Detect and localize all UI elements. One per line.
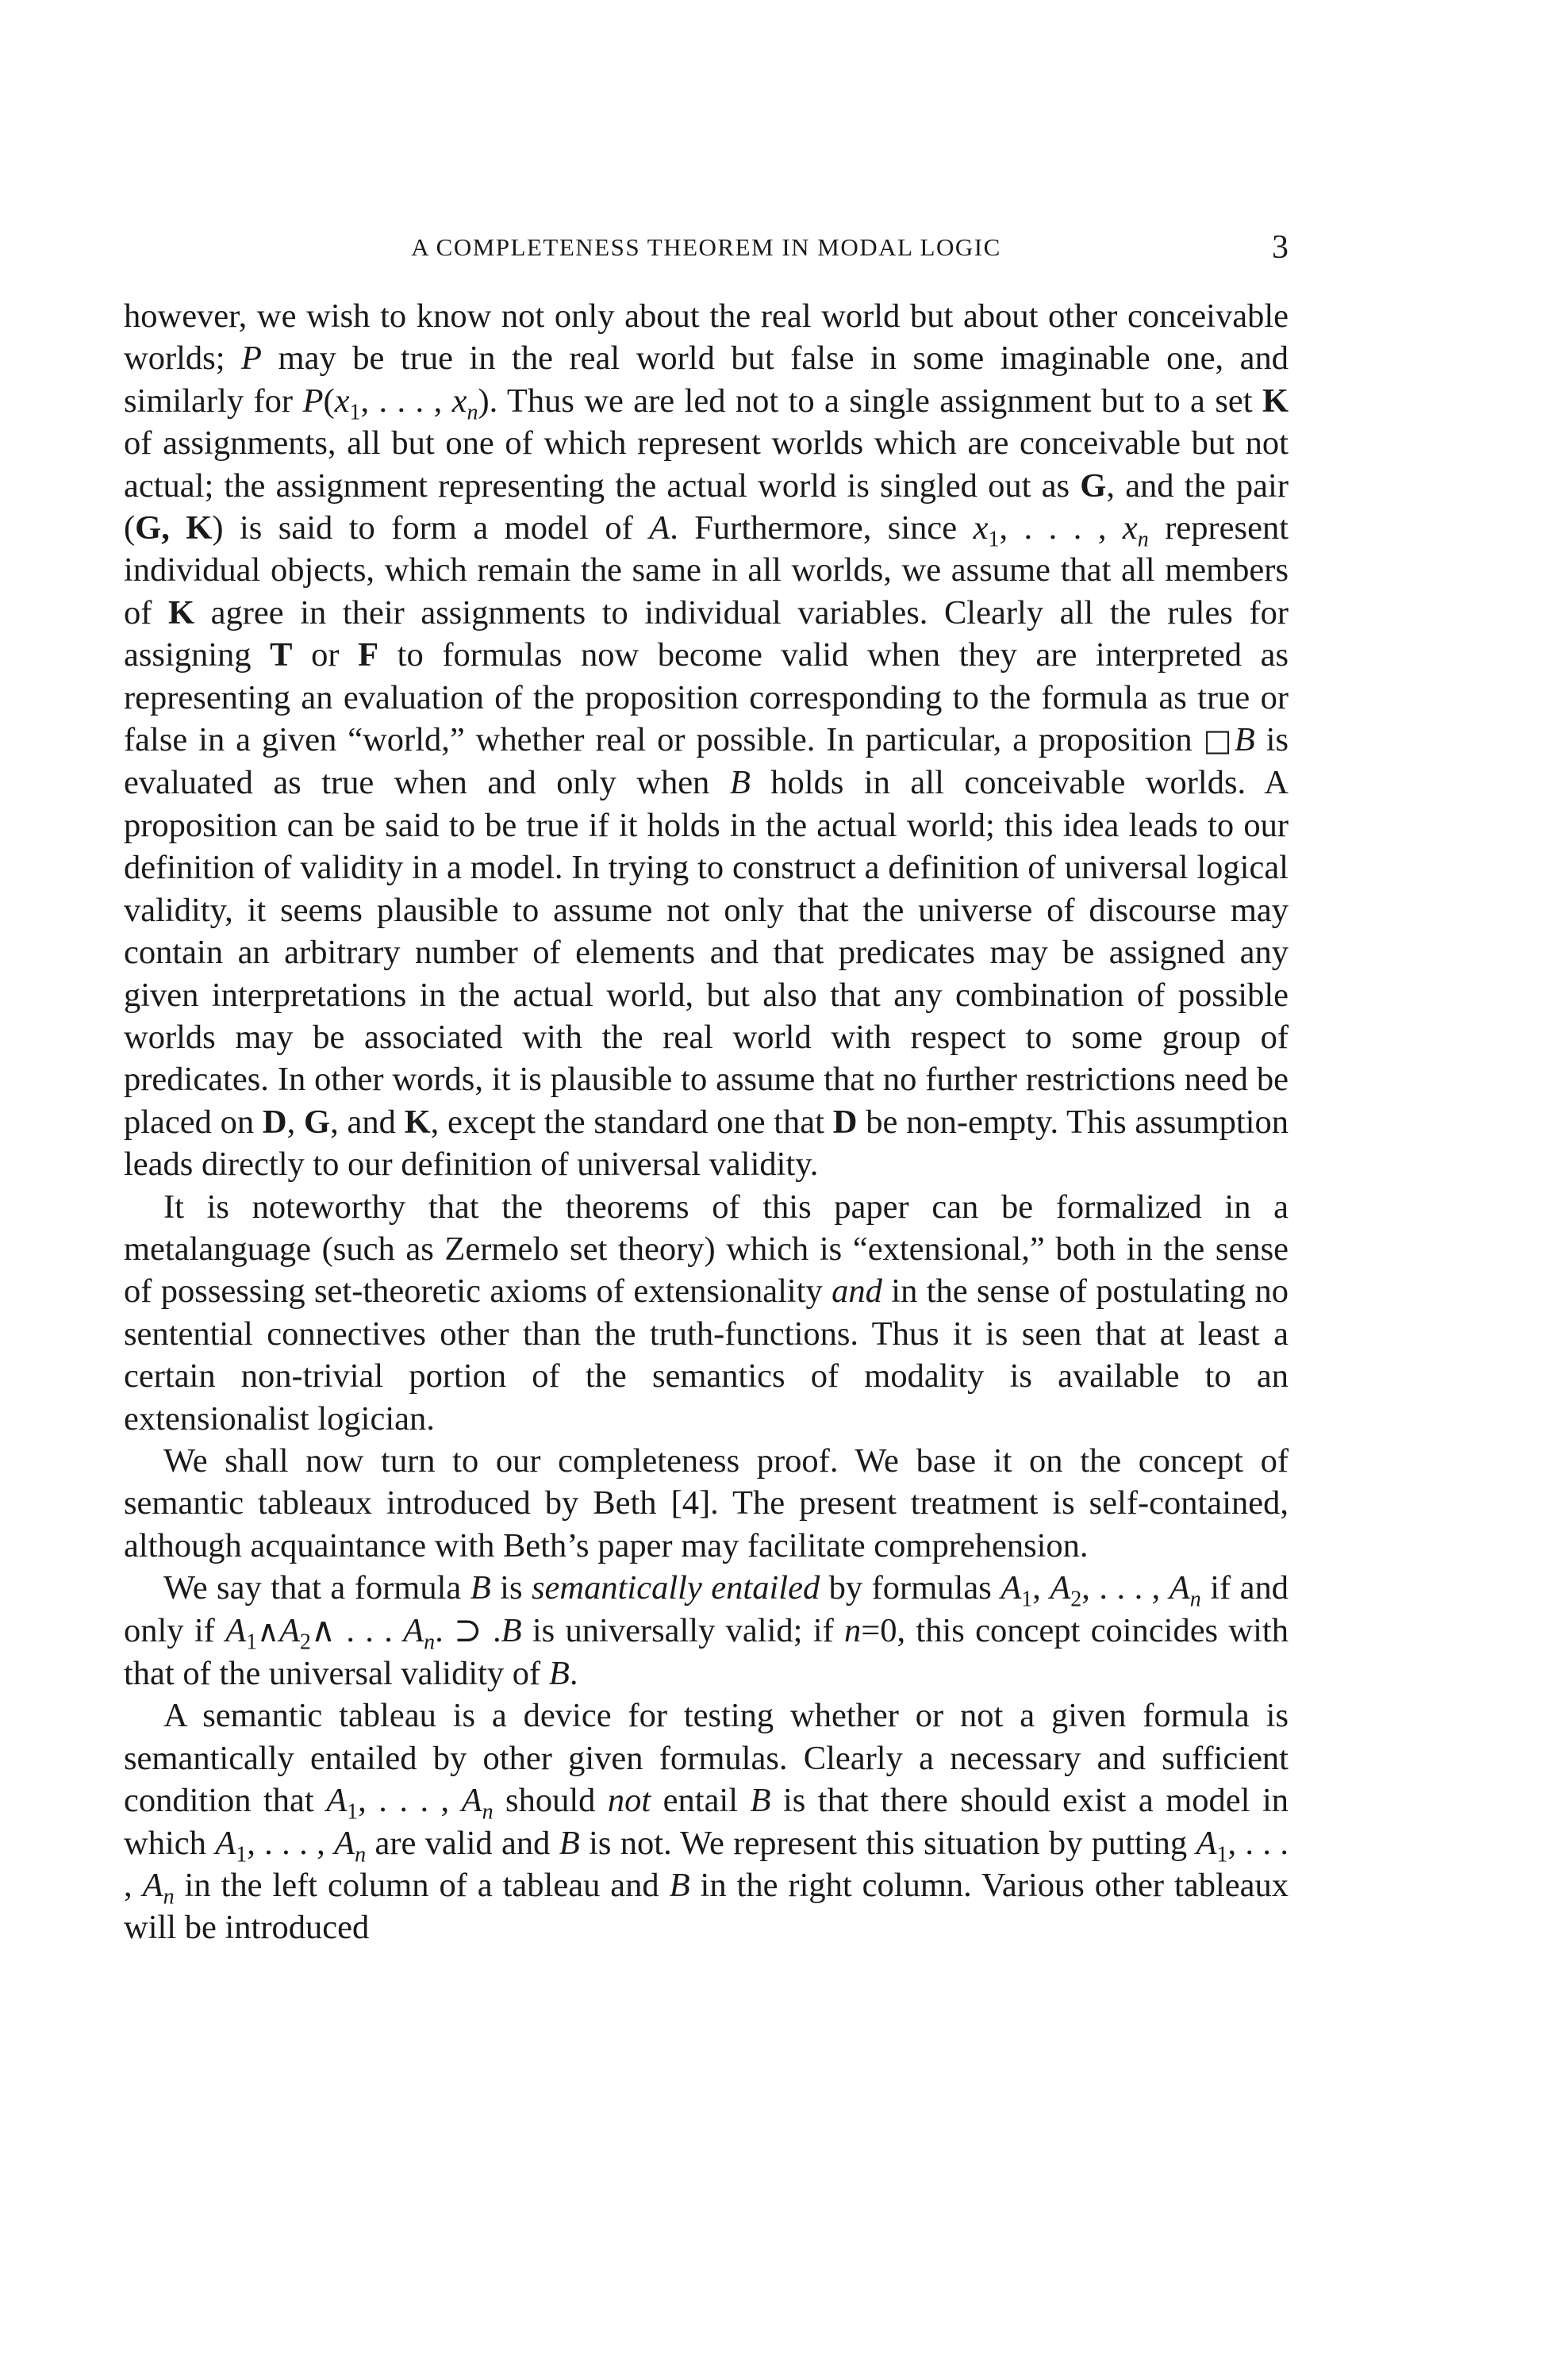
text-run: be non-empty. This assumption leads directly to our definition of universal validity. [124,1103,1289,1184]
text-run: agree in their assignments to individual variables. Clearly all the rules for assigning [124,593,1289,674]
math-bold: K [168,593,195,631]
page-header [124,224,1289,271]
running-title: A COMPLETENESS THEOREM IN MODAL LOGIC [411,233,1001,261]
subscript: n [467,400,478,425]
text-run: It is noteworthy that the theorems of this paper can be formalized in a metalanguage (such as Zermelo set theory) which is “extensional,” both in the sense of possessing set-theoretic axioms of extensionality [124,1188,1289,1311]
text-run: holds in all conceivable worlds. A proposition can be said to be true if it holds in the actual world; this idea leads to our definition of validity in a model. In trying to construct a definition of universal logical validity, it seems plausible to assume not only that the universe of discourse may contain an arbitrary number of elements and that predicates may be assigned any given interpretations in the actual world, but also that any combination of possible worlds may be associated with the real world with respect to some group of predicates. In other words, it is plausible to assume that no further restrictions need be placed on [124,764,1289,1141]
math-var: A [1196,1824,1217,1862]
paragraph-1 [124,295,1289,1186]
text-run: ). Thus we are led not to a single assignment but to a set [478,382,1262,420]
text-run: however, we wish to know not only about the real world but about other conceivable worlds; [124,298,1289,378]
math-bold: D [262,1103,287,1141]
math-var: P [241,340,262,378]
page-number: 3 [1272,229,1289,266]
math-var: B [669,1867,690,1905]
math-var: B [501,1611,522,1649]
and-operator-icon: ∧ [257,1613,279,1649]
math-var: A [334,1824,355,1862]
math-var: x [973,509,989,547]
paragraph-2 [124,1186,1289,1440]
subscript: 1 [347,1799,359,1825]
math-var: B [548,1655,570,1692]
subscript: 1 [988,527,1000,552]
subscript: 2 [1070,1587,1082,1612]
math-var: A [225,1611,247,1649]
math-var: B [559,1824,580,1862]
text-run: =0, this concept coincides with that of the universal validity of [124,1611,1289,1692]
subscript: 1 [349,400,361,425]
subscript: 1 [236,1842,248,1868]
subscript: 1 [1021,1587,1033,1612]
subscript: n [1137,527,1149,552]
emphasis: and [832,1273,882,1311]
paragraph-5 [124,1695,1289,1948]
text-run: ∧ . . . [310,1611,404,1649]
body-text [124,295,1289,1949]
math-bold: K [404,1103,431,1141]
math-var: A [1169,1569,1190,1607]
paragraph-4 [124,1567,1289,1695]
text-run: , [1032,1569,1050,1607]
text-run: represent individual objects, which remain the same in all worlds, we assume that all members of [124,509,1289,631]
text-run: , . . . , [1081,1569,1169,1607]
text-run: is universally valid; if [521,1611,845,1649]
subscript: n [482,1799,494,1825]
text-run: is that there should exist a model in which [124,1782,1289,1862]
text-run: ( [323,382,335,420]
text-run: to formulas now become valid when they are interpreted as representing an evaluation of the proposition corresponding to the formula as true or false in a given “world,” whether real or possible. In particular, a proposition [124,636,1289,759]
text-run: , . . . , [360,382,452,420]
text-run: We say that a formula [163,1569,470,1607]
math-var: A [1000,1569,1022,1607]
text-run: or [292,636,359,674]
text-run: by formulas [820,1569,1001,1607]
math-bold: D [832,1103,858,1141]
math-var: x [451,382,467,420]
text-run: if and only if [124,1569,1289,1649]
subscript: n [1189,1587,1201,1612]
box-operator-icon: □ [1203,723,1235,758]
text-run: are valid and [366,1824,559,1862]
subscript: 1 [1216,1842,1228,1868]
math-var: A [326,1782,348,1820]
math-var: B [1234,721,1255,759]
math-var: B [729,764,751,802]
text-run: , . . . , [358,1782,462,1820]
subscript: n [355,1842,367,1868]
subscript: n [424,1630,436,1655]
math-var: B [750,1782,771,1820]
text-run: , and [330,1103,405,1141]
text-run: should [493,1782,608,1820]
math-var: A [461,1782,482,1820]
text-run: , . . . , [999,509,1123,547]
math-var: n [844,1611,862,1649]
math-bold: T [270,636,293,674]
text-run: in the left column of a tableau and [174,1867,670,1905]
math-bold: G [1080,466,1107,505]
subscript: 2 [299,1630,311,1655]
math-var: A [1050,1569,1071,1607]
text-run: may be true in the real world but false in some imaginable one, and similarly for [124,340,1289,420]
text-run: in the right column. Various other tableaux will be introduced [124,1867,1289,1947]
text-run: , and the pair ( [124,466,1289,547]
math-bold: G, K [135,509,213,547]
text-run: in the sense of postulating no sentential connectives other than the truth-functions. Thus it is seen that at least a certain non-trivial portion of the semantics of modality is available to an extensionalist logician. [124,1273,1289,1438]
text-run: ) is said to form a model of [212,509,650,547]
math-var: A [215,1824,236,1862]
text-run: of assignments, all but one of which represent worlds which are conceivable but not actual; the assignment representing the actual world is singled out as [124,424,1289,505]
text-run: A semantic tableau is a device for testing whether or not a given formula is semantically entailed by other given formulas. Clearly a necessary and sufficient condition that [124,1697,1289,1820]
text-run: entail [651,1782,751,1820]
math-var: A [278,1611,300,1649]
text-run: . [569,1655,578,1692]
text-run: is not. We represent this situation by putting [579,1824,1196,1862]
text-run: , . . . , [124,1824,1289,1905]
implies-operator: . ⊃ . [435,1611,501,1649]
math-bold: K [1262,382,1289,420]
text-run: , [286,1103,305,1141]
math-var: A [649,509,670,547]
text-run: , . . . , [247,1824,335,1862]
subscript: 1 [246,1630,258,1655]
math-var: B [470,1569,491,1607]
subscript: n [163,1884,175,1910]
math-var: x [1122,509,1138,547]
emphasis: not [607,1782,651,1820]
text-run: , except the standard one that [430,1103,833,1141]
text-run: is [490,1569,532,1607]
math-var: x [334,382,350,420]
math-var: A [403,1611,424,1649]
emphasis: semantically entailed [532,1569,820,1607]
text-run: . Furthermore, since [670,509,974,547]
paragraph-3: We shall now turn to our completeness proof. We base it on the concept of semantic tableaux introduced by Beth [4]. The present treatment is self-contained, although acquaintance with Beth’s paper may facilitate comprehension. [124,1441,1289,1564]
math-var: A [142,1867,163,1905]
math-bold: G [304,1103,331,1141]
text-run: is evaluated as true when and only when [124,721,1289,802]
math-var: P [302,382,324,420]
math-bold: F [358,636,379,674]
